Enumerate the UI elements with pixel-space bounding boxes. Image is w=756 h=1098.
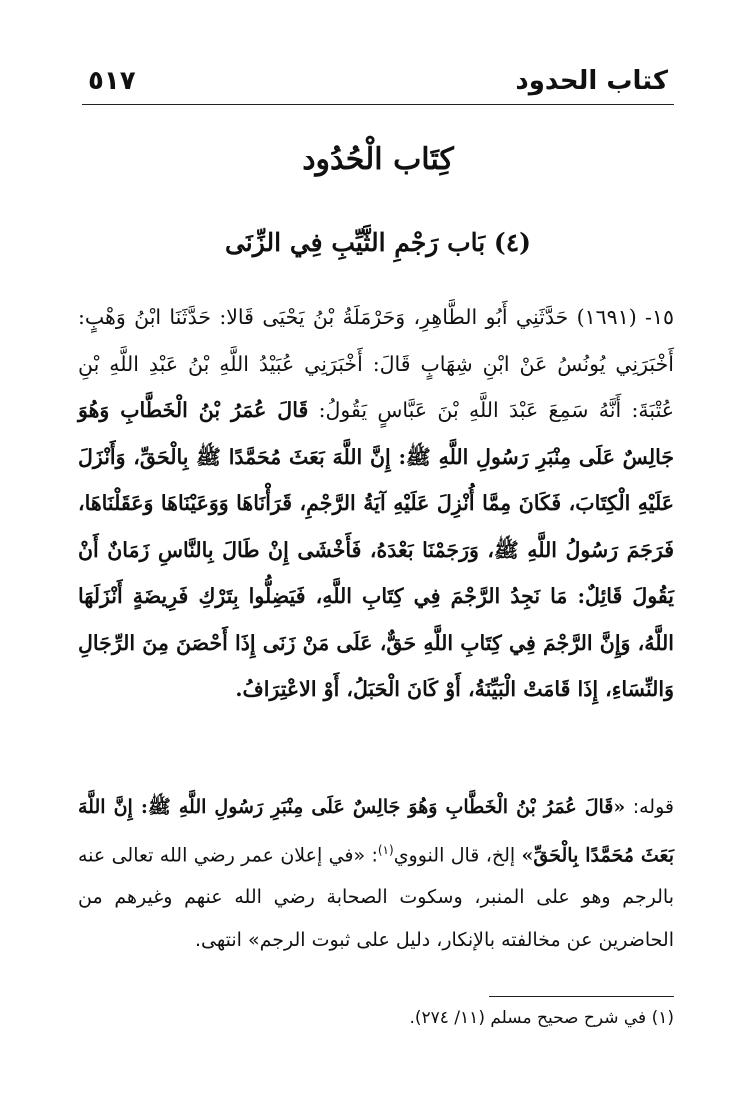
commentary-lead: قوله:: [625, 796, 674, 818]
page-number: ٥١٧: [88, 66, 136, 96]
book-title: كِتَاب الْحُدُود: [302, 142, 454, 177]
commentary-paragraph: [78, 786, 674, 961]
footnote: (١) في شرح صحيح مسلم (١١/ ٢٧٤).: [409, 1008, 674, 1028]
header-rule: [82, 104, 674, 105]
hadith-text: قَالَ عُمَرُ بْنُ الْخَطَّابِ وَهُوَ جَالِسٌ عَلَى مِنْبَرِ رَسُولِ اللَّهِ ﷺ: إِنَّ اللَّهَ بَعَثَ مُحَمَّدًا ﷺ بِالْحَقِّ، وَأَنْزَلَ عَلَيْهِ الْكِتَابَ، فَكَانَ مِمَّا أُنْزِلَ عَلَيْهِ آيَةُ الرَّجْمِ، قَرَأْنَاهَا وَوَعَيْنَاهَا وَعَقَلْنَاهَا، فَرَجَمَ رَسُولُ اللَّهِ ﷺ، وَرَجَمْنَا بَعْدَهُ، فَأَخْشَى إِنْ طَالَ بِالنَّاسِ زَمَانٌ أَنْ يَقُولَ قَائِلٌ: مَا نَجِدُ الرَّجْمَ فِي كِتَابِ اللَّهِ، فَيَضِلُّوا بِتَرْكِ فَرِيضَةٍ أَنْزَلَهَا اللَّهُ، وَإِنَّ الرَّجْمَ فِي كِتَابِ اللَّهِ حَقٌّ، عَلَى مَنْ زَنَى إِذَا أَحْصَنَ مِنَ الرِّجَالِ وَالنِّسَاءِ، إِذَا قَامَتْ الْبَيِّنَةُ، أَوْ كَانَ الْحَبَلُ، أَوْ الاعْتِرَافُ.: [78, 398, 674, 701]
commentary-attribution: إلخ، قال النووي: [393, 843, 522, 866]
footnote-marker[interactable]: (١): [377, 842, 394, 857]
commentary-quote: «قَالَ عُمَرُ بْنُ الْخَطَّابِ وَهُوَ جَالِسٌ عَلَى مِنْبَرِ رَسُولِ اللَّهِ ﷺ: إِنَّ اللَّهَ بَعَثَ مُحَمَّدًا بِالْحَقِّ»: [78, 796, 674, 866]
chapter-title: (٤) بَاب رَجْمِ الثَّيِّبِ فِي الزِّنَى: [224, 228, 532, 257]
commentary-body: : «في إعلان عمر رضي الله تعالى عنه بالرجم وهو على المنبر، وسكوت الصحابة رضي الله عنهم وغيرهم من الحاضرين عن مخالفته بالإنكار، دليل على ثبوت الرجم» انتهى.: [78, 843, 674, 951]
footnote-rule: [489, 996, 674, 997]
running-title: كتاب الحدود: [515, 66, 668, 96]
hadith-paragraph: [78, 294, 674, 713]
hadith-isnad: ١٥- (١٦٩١) حَدَّثَنِي أَبُو الطَّاهِرِ، وَحَرْمَلَةُ بْنُ يَحْيَى قَالا: حَدَّثَنَا ابْنُ وَهْبٍ: أَخْبَرَنِي يُونُسُ عَنْ ابْنِ شِهَابٍ قَالَ: أَخْبَرَنِي عُبَيْدُ اللَّهِ بْنُ عَبْدِ اللَّهِ بْنِ عُتْبَةَ: أَنَّهُ سَمِعَ عَبْدَ اللَّهِ بْنَ عَبَّاسٍ يَقُولُ:: [78, 305, 675, 422]
page-header: [82, 62, 674, 102]
